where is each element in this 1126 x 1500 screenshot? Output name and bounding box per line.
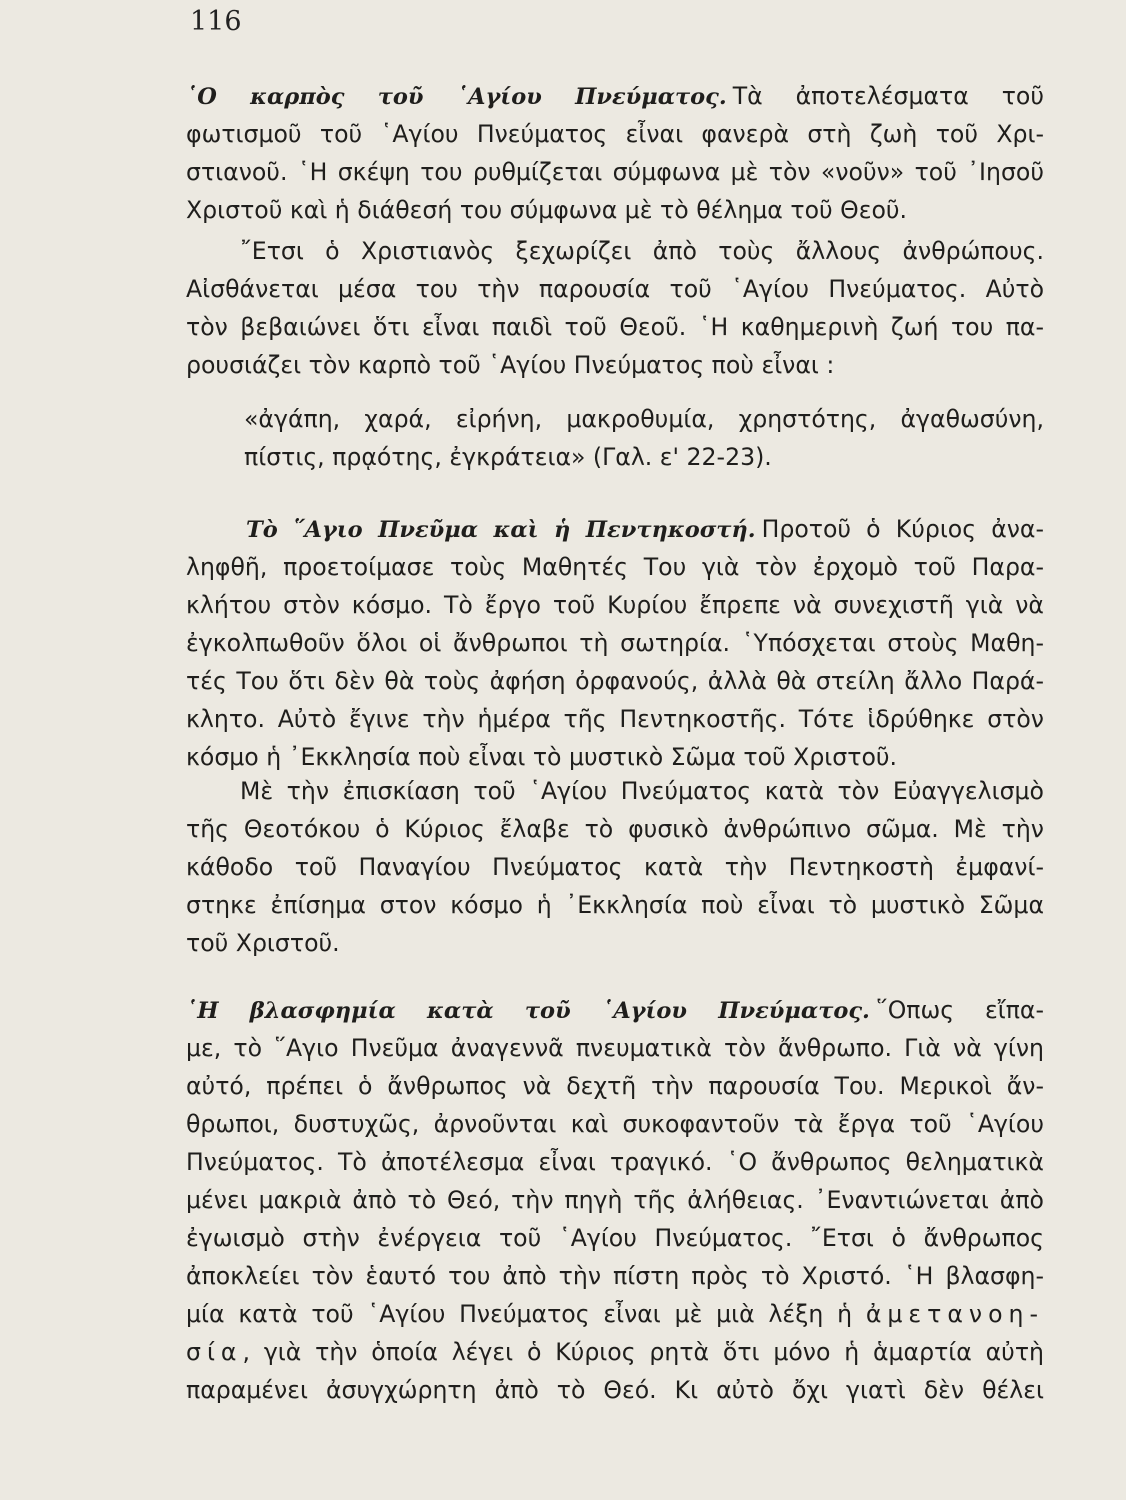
text-line: Τὸ ῞Αγιο Πνεῦμα καὶ ἡ Πεντηκοστή. Προτοῦ ὁ Κύριος ἀνα- — [246, 515, 1044, 543]
text-line: ῾Η βλασφημία κατὰ τοῦ ῾Αγίου Πνεύματος. ῞Οπως εἴπα- — [186, 996, 1044, 1024]
text-line: κλητο. Αὐτὸ ἔγινε τὴν ἡμέρα τῆς Πεντηκοστῆς. Τότε ἱδρύθηκε στὸν — [186, 705, 1044, 733]
text-line: αὐτό, πρέπει ὁ ἄνθρωπος νὰ δεχτῆ τὴν παρουσία Του. Μερικοὶ ἄν- — [186, 1072, 1044, 1100]
text-line: τῆς Θεοτόκου ὁ Κύριος ἔλαβε τὸ φυσικὸ ἀνθρώπινο σῶμα. Μὲ τὴν — [186, 815, 1044, 843]
section-heading: ῾Ο καρπὸς τοῦ ῾Αγίου Πνεύματος. — [186, 84, 727, 110]
scripture-quote — [244, 400, 1044, 476]
text-line: ῾Ο καρπὸς τοῦ ῾Αγίου Πνεύματος. Τὰ ἀποτελέσματα τοῦ — [186, 82, 1044, 110]
text-line: «ἀγάπη, χαρά, εἰρήνη, μακροθυμία, χρηστότης, ἀγαθωσύνη, — [244, 405, 1044, 433]
text-line: παραμένει ἀσυγχώρητη ἀπὸ τὸ Θεό. Κι αὐτὸ ὄχι γιατὶ δὲν θέλει — [186, 1376, 1044, 1404]
text-line: στιανοῦ. ῾Η σκέψη του ρυθμίζεται σύμφωνα μὲ τὸν «νοῦν» τοῦ ᾿Ιησοῦ — [186, 158, 1044, 186]
paragraph-incarnation — [186, 772, 1044, 962]
text-line: μένει μακριὰ ἀπὸ τὸ Θεό, τὴν πηγὴ τῆς ἀλήθειας. ᾿Εναντιώνεται ἀπὸ — [186, 1186, 1044, 1214]
text-line: κλήτου στὸν κόσμο. Τὸ ἔργο τοῦ Κυρίου ἔπρεπε νὰ συνεχιστῆ γιὰ νὰ — [186, 591, 1044, 619]
text-line: στηκε ἐπίσημα στον κόσμο ἡ ᾿Εκκλησία ποὺ εἶναι τὸ μυστικὸ Σῶμα — [186, 891, 1044, 919]
section-heading: Τὸ ῞Αγιο Πνεῦμα καὶ ἡ Πεντηκοστή. — [246, 517, 756, 543]
text-line: Μὲ τὴν ἐπισκίαση τοῦ ῾Αγίου Πνεύματος κατὰ τὸν Εὐαγγελισμὸ — [240, 777, 1044, 805]
emphasized-word: ἀμετανοη- — [865, 1300, 1044, 1328]
text-line: Χριστοῦ καὶ ἡ διάθεσή του σύμφωνα μὲ τὸ θέλημα τοῦ Θεοῦ. — [186, 196, 908, 224]
text-line: Πνεύματος. Τὸ ἀποτέλεσμα εἶναι τραγικό. ῾Ο ἄνθρωπος θεληματικὰ — [186, 1148, 1044, 1176]
paragraph-blasphemy — [186, 991, 1044, 1409]
text-line: τοῦ Χριστοῦ. — [186, 929, 340, 957]
text-line: με, τὸ ῞Αγιο Πνεῦμα ἀναγεννᾶ πνευματικὰ τὸν ἄνθρωπο. Γιὰ νὰ γίνη — [186, 1034, 1044, 1062]
text-line: ῎Ετσι ὁ Χριστιανὸς ξεχωρίζει ἀπὸ τοὺς ἄλλους ἀνθρώπους. — [240, 237, 1044, 265]
text-line: τὸν βεβαιώνει ὅτι εἶναι παιδὶ τοῦ Θεοῦ. ῾Η καθημερινὴ ζωή του πα- — [186, 313, 1044, 341]
text-line: κόσμο ἡ ᾿Εκκλησία ποὺ εἶναι τὸ μυστικὸ Σῶμα τοῦ Χριστοῦ. — [186, 743, 898, 771]
paragraph-fruit-of-spirit — [186, 77, 1044, 229]
text-line: Αἰσθάνεται μέσα του τὴν παρουσία τοῦ ῾Αγίου Πνεύματος. Αὐτὸ — [186, 275, 1044, 303]
text-line: τές Του ὅτι δὲν θὰ τοὺς ἀφήση ὀρφανούς, ἀλλὰ θὰ στείλη ἄλλο Παρά- — [186, 667, 1044, 695]
text-line: μία κατὰ τοῦ ῾Αγίου Πνεύματος εἶναι μὲ μιὰ λέξη ἡ ἀμετανοη- — [186, 1300, 1044, 1328]
text-line: πίστις, πρᾳότης, ἐγκράτεια» (Γαλ. ε' 22-23). — [244, 443, 772, 471]
text-line: φωτισμοῦ τοῦ ῾Αγίου Πνεύματος εἶναι φανερὰ στὴ ζωὴ τοῦ Χρι- — [186, 120, 1044, 148]
text-line: ἐγκολπωθοῦν ὅλοι οἱ ἄνθρωποι τὴ σωτηρία. ῾Υπόσχεται στοὺς Μαθη- — [186, 629, 1044, 657]
page-number: 116 — [190, 6, 242, 37]
text-line: ρουσιάζει τὸν καρπὸ τοῦ ῾Αγίου Πνεύματος ποὺ εἶναι : — [186, 351, 835, 379]
section-heading: ῾Η βλασφημία κατὰ τοῦ ῾Αγίου Πνεύματος. — [186, 998, 870, 1024]
text-line: ληφθῆ, προετοίμασε τοὺς Μαθητές Του γιὰ τὸν ἐρχομὸ τοῦ Παρα- — [186, 553, 1044, 581]
text-line: σία, γιὰ τὴν ὁποία λέγει ὁ Κύριος ρητὰ ὅτι μόνο ἡ ἁμαρτία αὐτὴ — [186, 1338, 1044, 1366]
emphasized-word: σία — [186, 1338, 243, 1366]
text-line: ἀποκλείει τὸν ἑαυτό του ἀπὸ τὴν πίστη πρὸς τὸ Χριστό. ῾Η βλασφη- — [186, 1262, 1044, 1290]
text-line: ἐγωισμὸ στὴν ἐνέργεια τοῦ ῾Αγίου Πνεύματος. ῎Ετσι ὁ ἄνθρωπος — [186, 1224, 1044, 1252]
paragraph-pentecost — [186, 510, 1044, 776]
paragraph-christian-distinct — [186, 232, 1044, 384]
text-line: θρωποι, δυστυχῶς, ἀρνοῦνται καὶ συκοφαντοῦν τὰ ἔργα τοῦ ῾Αγίου — [186, 1110, 1044, 1138]
text-line: κάθοδο τοῦ Παναγίου Πνεύματος κατὰ τὴν Πεντηκοστὴ ἐμφανί- — [186, 853, 1044, 881]
